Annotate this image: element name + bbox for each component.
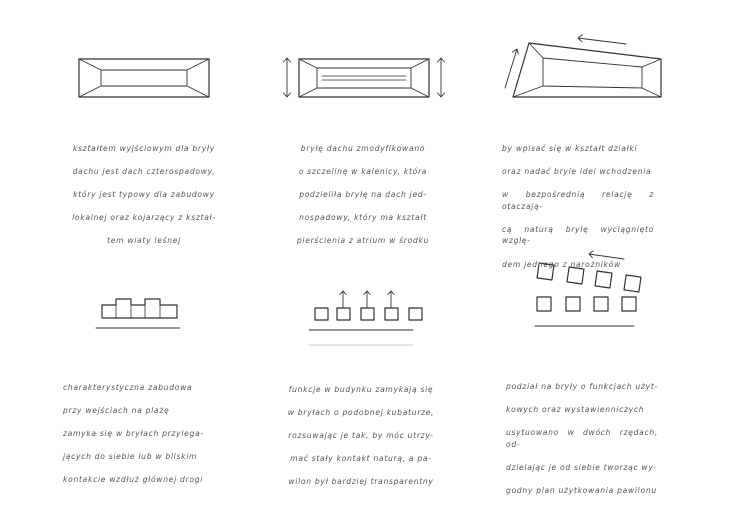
caption-cluster [63,370,215,498]
caption-line: w bezpośrednią relację z otaczają- [502,189,654,211]
caption-line: lokalnej oraz kojarzący z kształ- [72,213,216,223]
caption-line: kowych oraz wystawienniczych [506,404,645,414]
up-arrows-icon [340,291,394,307]
caption-line: w bryłach o podobnej kubaturze, [287,407,435,417]
caption-line: tem wiaty leśnej [107,236,181,246]
arrow-diagonal-up-icon [505,49,518,88]
adjacent-boxes-icon [96,299,180,328]
lifted-roof-icon [513,43,661,97]
caption-line: przy wejściach na plażę [63,405,170,415]
arrow-left-icon [578,35,626,44]
caption-line: zamyka się w bryłach przylega- [63,428,204,438]
caption-line: jących do siebie lub w bliskim [63,452,198,462]
caption-line: dzielając je od siebie tworząc wy- [506,462,657,472]
caption-line: o szczelinę w kalenicy, która [298,166,428,176]
caption-line: dem jednego z narożników [502,259,621,269]
separated-boxes-icon [309,308,422,345]
caption-line: kształtem wyjściowym dla bryły [73,143,215,153]
caption-line: godny plan użytkowania pawilonu [506,485,657,495]
caption-line: by wpisać się w kształt działki [502,143,638,153]
caption-line: wilon był bardziej transparentny [288,477,434,487]
hipped-roof-icon [79,59,209,97]
caption-line: cą naturą bryłę wyciągnięto wzglę- [502,224,654,246]
caption-line: funkcje w budynku zamykają się [288,384,434,394]
caption-rows [506,369,658,508]
caption-spread [285,372,437,500]
caption-line: rozsuwając je tak, by móc utrzy- [288,430,434,440]
caption-roof [68,131,220,259]
caption-line: dachu jest dach czterospadowy, [72,166,216,176]
caption-line: usytuowano w dwóch rzędach, od- [506,427,658,449]
caption-line: który jest typowy dla zabudowy [73,189,215,199]
caption-line: kontakcie wzdłuż głównej drogi [63,475,204,485]
caption-line: bryłę dachu zmodyfikowano [300,143,426,153]
caption-line: pierścienia z atrium w środku [296,236,430,246]
double-arrow-left-icon [284,58,291,97]
caption-line: mać stały kontakt naturą, a pa- [290,454,432,464]
double-arrow-right-icon [438,58,445,97]
caption-line: oraz nadać bryle idei wchodzenia [502,166,652,176]
caption-line: charakterystyczna zabudowa [63,382,193,392]
caption-split [287,131,439,259]
caption-line: podział na bryły o funkcjach użyt- [506,381,658,391]
split-roof-icon [299,59,429,97]
caption-line: nospadowy, który ma kształt [299,213,427,223]
caption-lifted [502,131,654,282]
caption-line: podzieliła bryłę na dach jed- [299,189,427,199]
